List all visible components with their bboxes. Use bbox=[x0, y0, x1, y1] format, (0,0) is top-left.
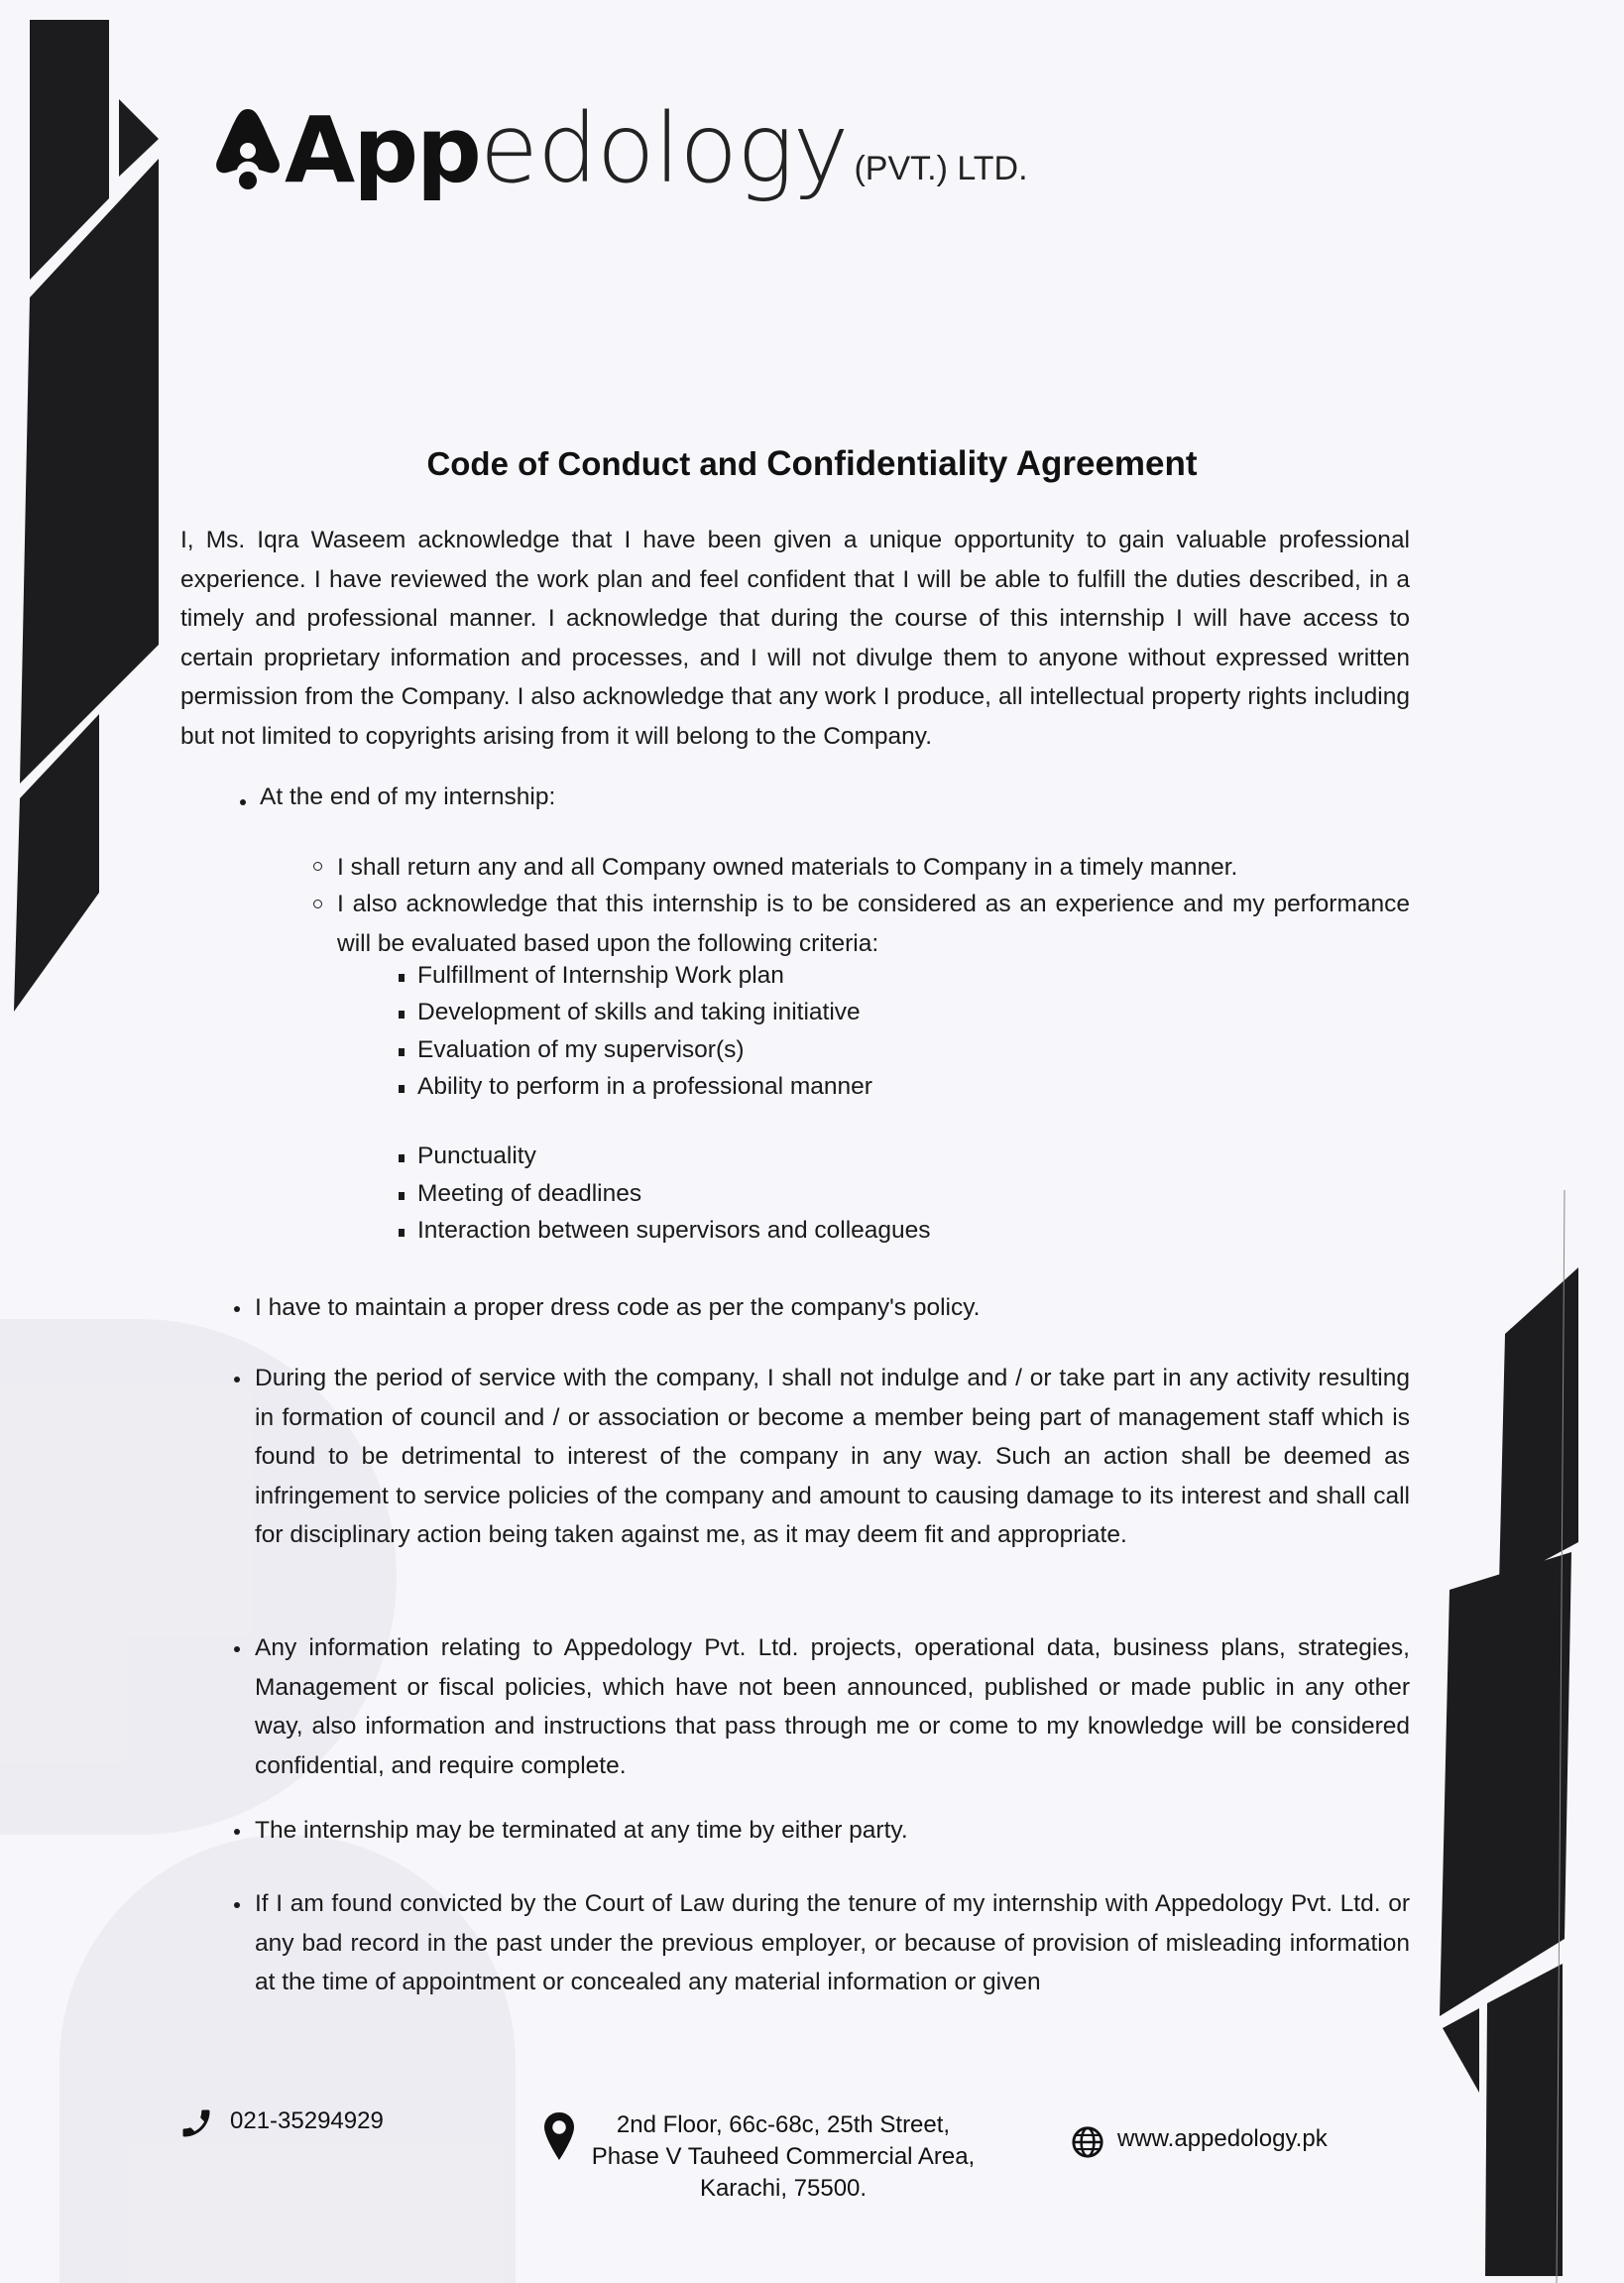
band-segment-right-top bbox=[1499, 1267, 1578, 1585]
criteria-bullet-icon bbox=[399, 1229, 405, 1237]
clause-item: The internship may be terminated at any time by either party. bbox=[255, 1817, 908, 1844]
criteria-bullet-icon bbox=[399, 1048, 405, 1056]
intro-paragraph: I, Ms. Iqra Waseem acknowledge that I have been given a unique opportunity to gain valuable professional experience. I have reviewed the work plan and feel confident that I will be able to fulfill the duties described, in a timely and professional manner. I acknowledge that during the course of this internship I will have access to certain proprietary information and processes, and I will not divulge them to anyone without expressed written permission from the Company. I also acknowledge that any work I produce, all intellectual property rights including but not limited to copyrights arising from it will belong to the Company. bbox=[180, 527, 1410, 750]
band-segment-right-bottom bbox=[1485, 1964, 1563, 2276]
footer-website-link[interactable]: www.appedology.pk bbox=[1117, 2125, 1328, 2152]
clause-bullet-icon bbox=[234, 1829, 240, 1835]
footer-phone: 021-35294929 bbox=[230, 2107, 384, 2134]
criteria-bullet-icon bbox=[399, 974, 405, 982]
clause-item: If I am found convicted by the Court of Law during the tenure of my internship with Appedology Pvt. Ltd. or any bad record in the past under the previous employer, or because of provision of misleading information at the time of appointment or concealed any material information or given bbox=[255, 1890, 1410, 1995]
phone-icon bbox=[178, 2105, 214, 2141]
clause-bullet-icon bbox=[234, 1306, 240, 1312]
criteria-item: Interaction between supervisors and colleagues bbox=[417, 1217, 931, 1244]
address-line-2: Phase V Tauheed Commercial Area, bbox=[591, 2143, 976, 2170]
criteria-item: Ability to perform in a professional manner bbox=[417, 1073, 872, 1100]
address-line-3: Karachi, 75500. bbox=[699, 2175, 868, 2202]
title-part-2: Confidentiality Agreement bbox=[766, 444, 1198, 483]
clause-bullet-icon bbox=[234, 1902, 240, 1908]
clause-bullet-icon bbox=[234, 1377, 240, 1382]
sub-item-return-materials: I shall return any and all Company owned materials to Company in a timely manner. bbox=[337, 854, 1238, 881]
left-decorative-band bbox=[0, 0, 198, 1041]
logo-bold-text: App bbox=[285, 97, 480, 203]
title-part-1: Code of Conduct and bbox=[426, 445, 758, 482]
criteria-item: Punctuality bbox=[417, 1142, 536, 1169]
criteria-bullet-icon bbox=[399, 1011, 405, 1019]
clause-item: Any information relating to Appedology Pvt. Ltd. projects, operational data, business plans, strategies, Management or fiscal policies, which have not been announced, published or made public in any other way, also information and instructions that pass through me or come to my knowledge will be considered confidential, and require complete. bbox=[255, 1634, 1410, 1779]
criteria-item: Fulfillment of Internship Work plan bbox=[417, 962, 784, 989]
band-segment-right-middle bbox=[1440, 1552, 1571, 2016]
sub-bullet-icon bbox=[313, 900, 322, 908]
page-title bbox=[0, 444, 1624, 484]
sub-item-evaluation: I also acknowledge that this internship is to be considered as an experience and my performance will be evaluated based upon the following criteria: bbox=[337, 891, 1410, 957]
address-line-1: 2nd Floor, 66c-68c, 25th Street, bbox=[616, 2111, 951, 2138]
band-arrow bbox=[119, 99, 159, 177]
criteria-bullet-icon bbox=[399, 1085, 405, 1093]
band-segment-right-small bbox=[1443, 2008, 1479, 2093]
end-of-internship-label: At the end of my internship: bbox=[260, 783, 556, 810]
logo-suffix: (PVT.) LTD. bbox=[854, 150, 1028, 187]
logo-light-text: edology bbox=[479, 93, 849, 204]
criteria-item: Meeting of deadlines bbox=[417, 1180, 642, 1207]
criteria-bullet-icon bbox=[399, 1192, 405, 1200]
location-pin-icon bbox=[541, 2110, 577, 2162]
clause-item: During the period of service with the company, I shall not indulge and / or take part in any activity resulting in formation of council and / or association or become a member being part of management staff which is found to be detrimental to interest of the company in any way. Such an action shall be deemed as infringement to service policies of the company and amount to causing damage to its interest and shall call for disciplinary action being taken against me, as it may deem fit and appropriate. bbox=[255, 1365, 1410, 1548]
footer-address bbox=[580, 2109, 986, 2205]
logo-a-mark-icon bbox=[213, 103, 283, 192]
clause-bullet-icon bbox=[234, 1646, 240, 1652]
clause-item: I have to maintain a proper dress code as per the company's policy. bbox=[255, 1294, 981, 1321]
bullet-icon bbox=[240, 799, 246, 805]
criteria-bullet-icon bbox=[399, 1154, 405, 1162]
company-logo bbox=[213, 77, 1028, 204]
criteria-item: Development of skills and taking initiative bbox=[417, 999, 861, 1025]
globe-icon bbox=[1071, 2125, 1104, 2159]
criteria-item: Evaluation of my supervisor(s) bbox=[417, 1036, 745, 1063]
scan-edge-line bbox=[1557, 1190, 1565, 2283]
sub-bullet-icon bbox=[313, 862, 322, 871]
